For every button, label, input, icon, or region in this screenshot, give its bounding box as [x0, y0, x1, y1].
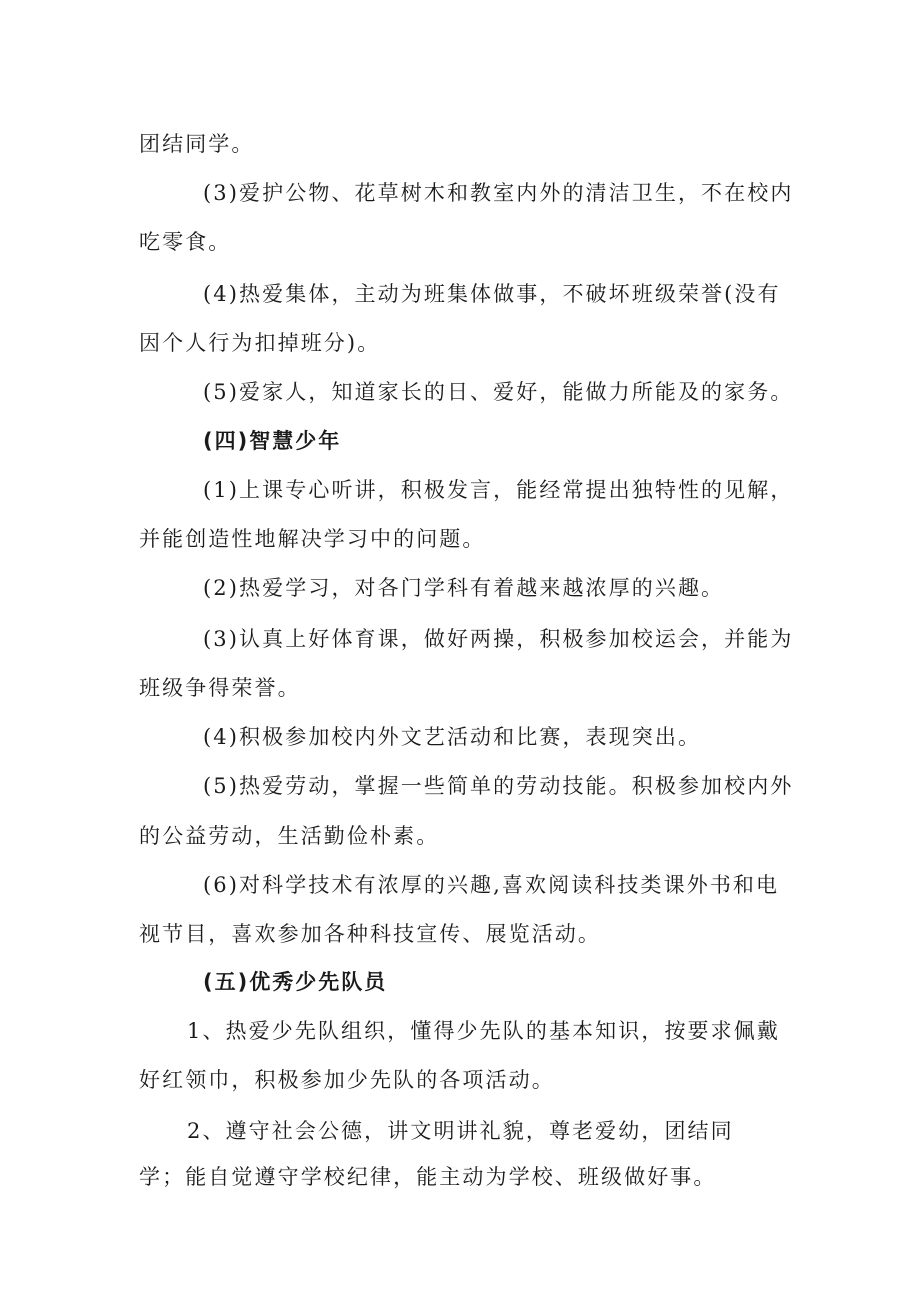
- text-line: (4)积极参加校内外文艺活动和比赛，表现突出。: [203, 725, 702, 749]
- section-heading: (四)智慧少年: [203, 429, 342, 453]
- text-line: (2)热爱学习，对各门学科有着越来越浓厚的兴趣。: [203, 576, 725, 600]
- text-line: 因个人行为扣掉班分)。: [139, 331, 381, 355]
- text-line: (4)热爱集体，主动为班集体做事，不破坏班级荣誉(没有: [203, 282, 781, 306]
- text-line: (6)对科学技术有浓厚的兴趣,喜欢阅读科技类课外书和电: [203, 873, 780, 897]
- text-line: 学；能自觉遵守学校纪律，能主动为学校、班级做好事。: [139, 1165, 717, 1189]
- text-line: 团结同学。: [139, 132, 255, 156]
- text-line: 好红领巾，积极参加少先队的各项活动。: [139, 1068, 555, 1092]
- text-line: 班级争得荣誉。: [139, 676, 301, 700]
- text-line: (3)认真上好体育课，做好两操，积极参加校运会，并能为: [203, 627, 794, 651]
- text-line: (3)爱护公物、花草树木和教室内外的清洁卫生，不在校内: [203, 181, 794, 205]
- text-line: (5)爱家人，知道家长的日、爱好，能做力所能及的家务。: [203, 380, 794, 404]
- text-line: 视节目，喜欢参加各种科技宣传、展览活动。: [139, 922, 601, 946]
- section-heading: (五)优秀少先队员: [203, 970, 388, 994]
- text-line: 吃零食。: [139, 230, 232, 254]
- text-line: (1)上课专心听讲，积极发言，能经常提出独特性的见解，: [203, 478, 794, 502]
- text-line: 2、遵守社会公德，讲文明讲礼貌，尊老爱幼，团结同: [187, 1119, 734, 1143]
- text-line: (5)热爱劳动，掌握一些简单的劳动技能。积极参加校内外: [203, 774, 794, 798]
- text-line: 的公益劳动，生活勤俭朴素。: [139, 824, 440, 848]
- text-line: 并能创造性地解决学习中的问题。: [139, 527, 486, 551]
- text-line: 1、热爱少先队组织，懂得少先队的基本知识，按要求佩戴: [187, 1019, 780, 1043]
